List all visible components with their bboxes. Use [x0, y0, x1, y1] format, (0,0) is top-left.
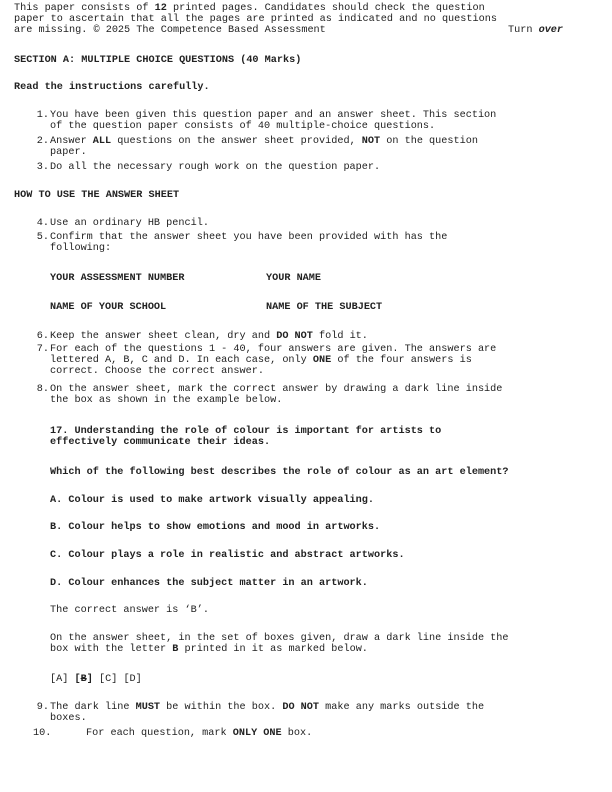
example-question-line-2: effectively communicate their ideas.	[50, 437, 271, 448]
instruction-7-line-2: lettered A, B, C and D. In each case, only ONE of the four answers is	[50, 355, 472, 366]
example-prompt: Which of the following best describes the role of colour as an art element?	[50, 467, 509, 478]
list-number: 9.	[36, 702, 49, 713]
list-number: 1.	[36, 110, 49, 121]
instruction-9-line-2: boxes.	[50, 713, 87, 724]
header-line-2: paper to ascertain that all the pages are printed as indicated and no questions	[14, 14, 497, 25]
instruction-7-line-3: correct. Choose the correct answer.	[50, 366, 264, 377]
option-c: C. Colour plays a role in realistic and abstract artworks.	[50, 550, 405, 561]
instruction-2-line-1: Answer ALL questions on the answer sheet provided, NOT on the question	[50, 136, 478, 147]
how-to-title: HOW TO USE THE ANSWER SHEET	[14, 190, 180, 201]
list-number: 4.	[36, 218, 49, 229]
turn-over-label: Turn over	[508, 25, 564, 36]
field-school-name: NAME OF YOUR SCHOOL	[50, 302, 167, 313]
instruction-9-line-1: The dark line MUST be within the box. DO NOT make any marks outside the	[50, 702, 485, 713]
instruction-4: Use an ordinary HB pencil.	[50, 218, 209, 229]
option-d: D. Colour enhances the subject matter in an artwork.	[50, 578, 368, 589]
instruction-7-line-1: For each of the questions 1 - 40, four answers are given. The answers are	[50, 344, 497, 355]
read-instructions: Read the instructions carefully.	[14, 82, 210, 93]
instruction-1-line-1: You have been given this question paper and an answer sheet. This section	[50, 110, 497, 121]
list-number: 10.	[33, 728, 52, 739]
example-question-line-1: 17. Understanding the role of colour is important for artists to	[50, 426, 442, 437]
answer-sheet-line-1: On the answer sheet, in the set of boxes given, draw a dark line inside the	[50, 633, 509, 644]
instruction-3: Do all the necessary rough work on the question paper.	[50, 162, 381, 173]
box-d: [D]	[123, 674, 142, 685]
instruction-10: For each question, mark ONLY ONE box.	[86, 728, 313, 739]
correct-answer-text: The correct answer is ‘B’.	[50, 605, 209, 616]
box-c: [C]	[98, 674, 118, 685]
field-assessment-number: YOUR ASSESSMENT NUMBER	[50, 273, 185, 284]
list-number: 7.	[36, 344, 49, 355]
list-number: 3.	[36, 162, 49, 173]
option-a: A. Colour is used to make artwork visually appealing.	[50, 495, 375, 506]
section-title: SECTION A: MULTIPLE CHOICE QUESTIONS (40 Marks)	[14, 55, 302, 66]
list-number: 6.	[36, 331, 49, 342]
page-count: 12	[154, 3, 167, 14]
field-subject-name: NAME OF THE SUBJECT	[266, 302, 383, 313]
instruction-5-line-1: Confirm that the answer sheet you have been provided with has the	[50, 232, 448, 243]
instruction-1-line-2: of the question paper consists of 40 multiple-choice questions.	[50, 121, 436, 132]
instruction-6: Keep the answer sheet clean, dry and DO NOT fold it.	[50, 331, 368, 342]
box-b-marked: [B]	[74, 674, 93, 685]
list-number: 2.	[36, 136, 49, 147]
instruction-2-line-2: paper.	[50, 147, 87, 158]
instruction-8-line-1: On the answer sheet, mark the correct answer by drawing a dark line inside	[50, 384, 503, 395]
answer-sheet-line-2: box with the letter B printed in it as marked below.	[50, 644, 368, 655]
header-line-3: are missing. © 2025 The Competence Based Assessment	[14, 25, 326, 36]
list-number: 5.	[36, 232, 49, 243]
answer-boxes	[50, 674, 142, 685]
instruction-5-line-2: following:	[50, 243, 112, 254]
option-b: B. Colour helps to show emotions and mood in artworks.	[50, 522, 381, 533]
instruction-8-line-2: the box as shown in the example below.	[50, 395, 283, 406]
header-line-1: This paper consists of 12 printed pages. Candidates should check the question	[14, 3, 485, 14]
box-a: [A]	[50, 674, 69, 685]
list-number: 8.	[36, 384, 49, 395]
field-your-name: YOUR NAME	[266, 273, 322, 284]
